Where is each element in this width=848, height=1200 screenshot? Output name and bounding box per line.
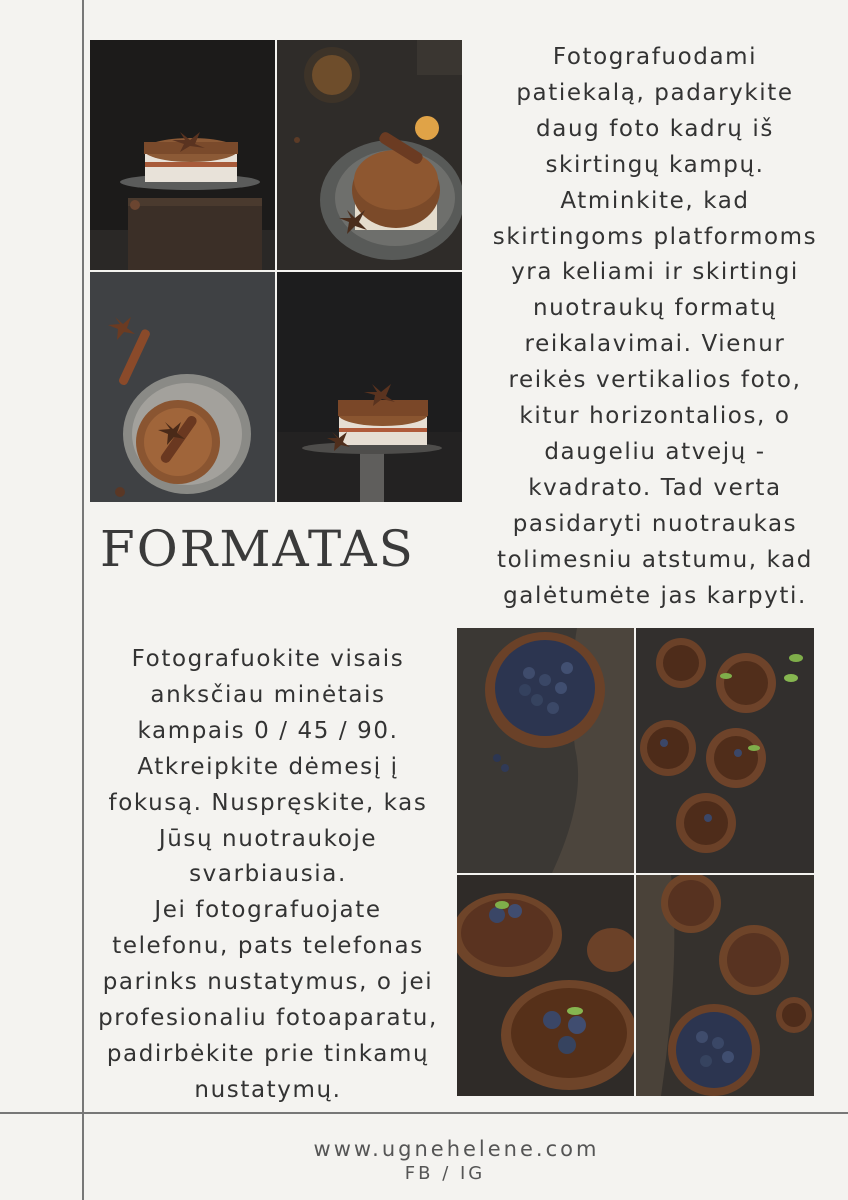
- tart-close-up-photo: [457, 875, 634, 1096]
- tarts-and-blueberries-photo: [636, 875, 814, 1096]
- social-footer: FB / IG: [404, 1163, 486, 1184]
- cake-with-cinnamon-photo: [277, 40, 462, 270]
- cake-on-stand-side-photo: [90, 40, 275, 270]
- tart-photo-collage: [457, 628, 814, 1096]
- framing-advice-paragraph: Fotografuodami patiekalą, padarykite daug foto kadrų iš skirtingų kampų. Atminkite, kad skirtingoms platformoms yra keliami ir skirtingi nuotraukų formatų reikalavimai. Vienur reikės vertikalios foto, kitur horizontalios, o daugeliu atvejų - kvadrato. Tad verta pasidaryti nuotraukas tolimesniu atstumu, kad galėtumėte jas karpyti.: [492, 44, 818, 609]
- section-heading: FORMATAS: [100, 520, 415, 578]
- horizontal-divider: [0, 1112, 848, 1114]
- vertical-divider: [82, 0, 84, 1200]
- angles-focus-paragraph: Fotografuokite visais anksčiau minėtais kampais 0 / 45 / 90. Atkreipkite dėmesį į fokusą. Nuspręskite, kas Jūsų nuotraukoje svarbiausia. Jei fotografuojate telefonu, pats telefonas parinks nustatymus, o jei profesionaliu fotoaparatu, padirbėkite prie tinkamų nustatymų.: [98, 646, 438, 1103]
- chocolate-tarts-top-photo: [636, 628, 814, 873]
- cake-photo-collage: [90, 40, 462, 502]
- cake-top-view-photo: [90, 272, 275, 502]
- blueberry-bowl-photo: [457, 628, 634, 873]
- website-footer[interactable]: www.ugnehelene.com: [313, 1137, 600, 1161]
- cake-on-pedestal-photo: [277, 272, 462, 502]
